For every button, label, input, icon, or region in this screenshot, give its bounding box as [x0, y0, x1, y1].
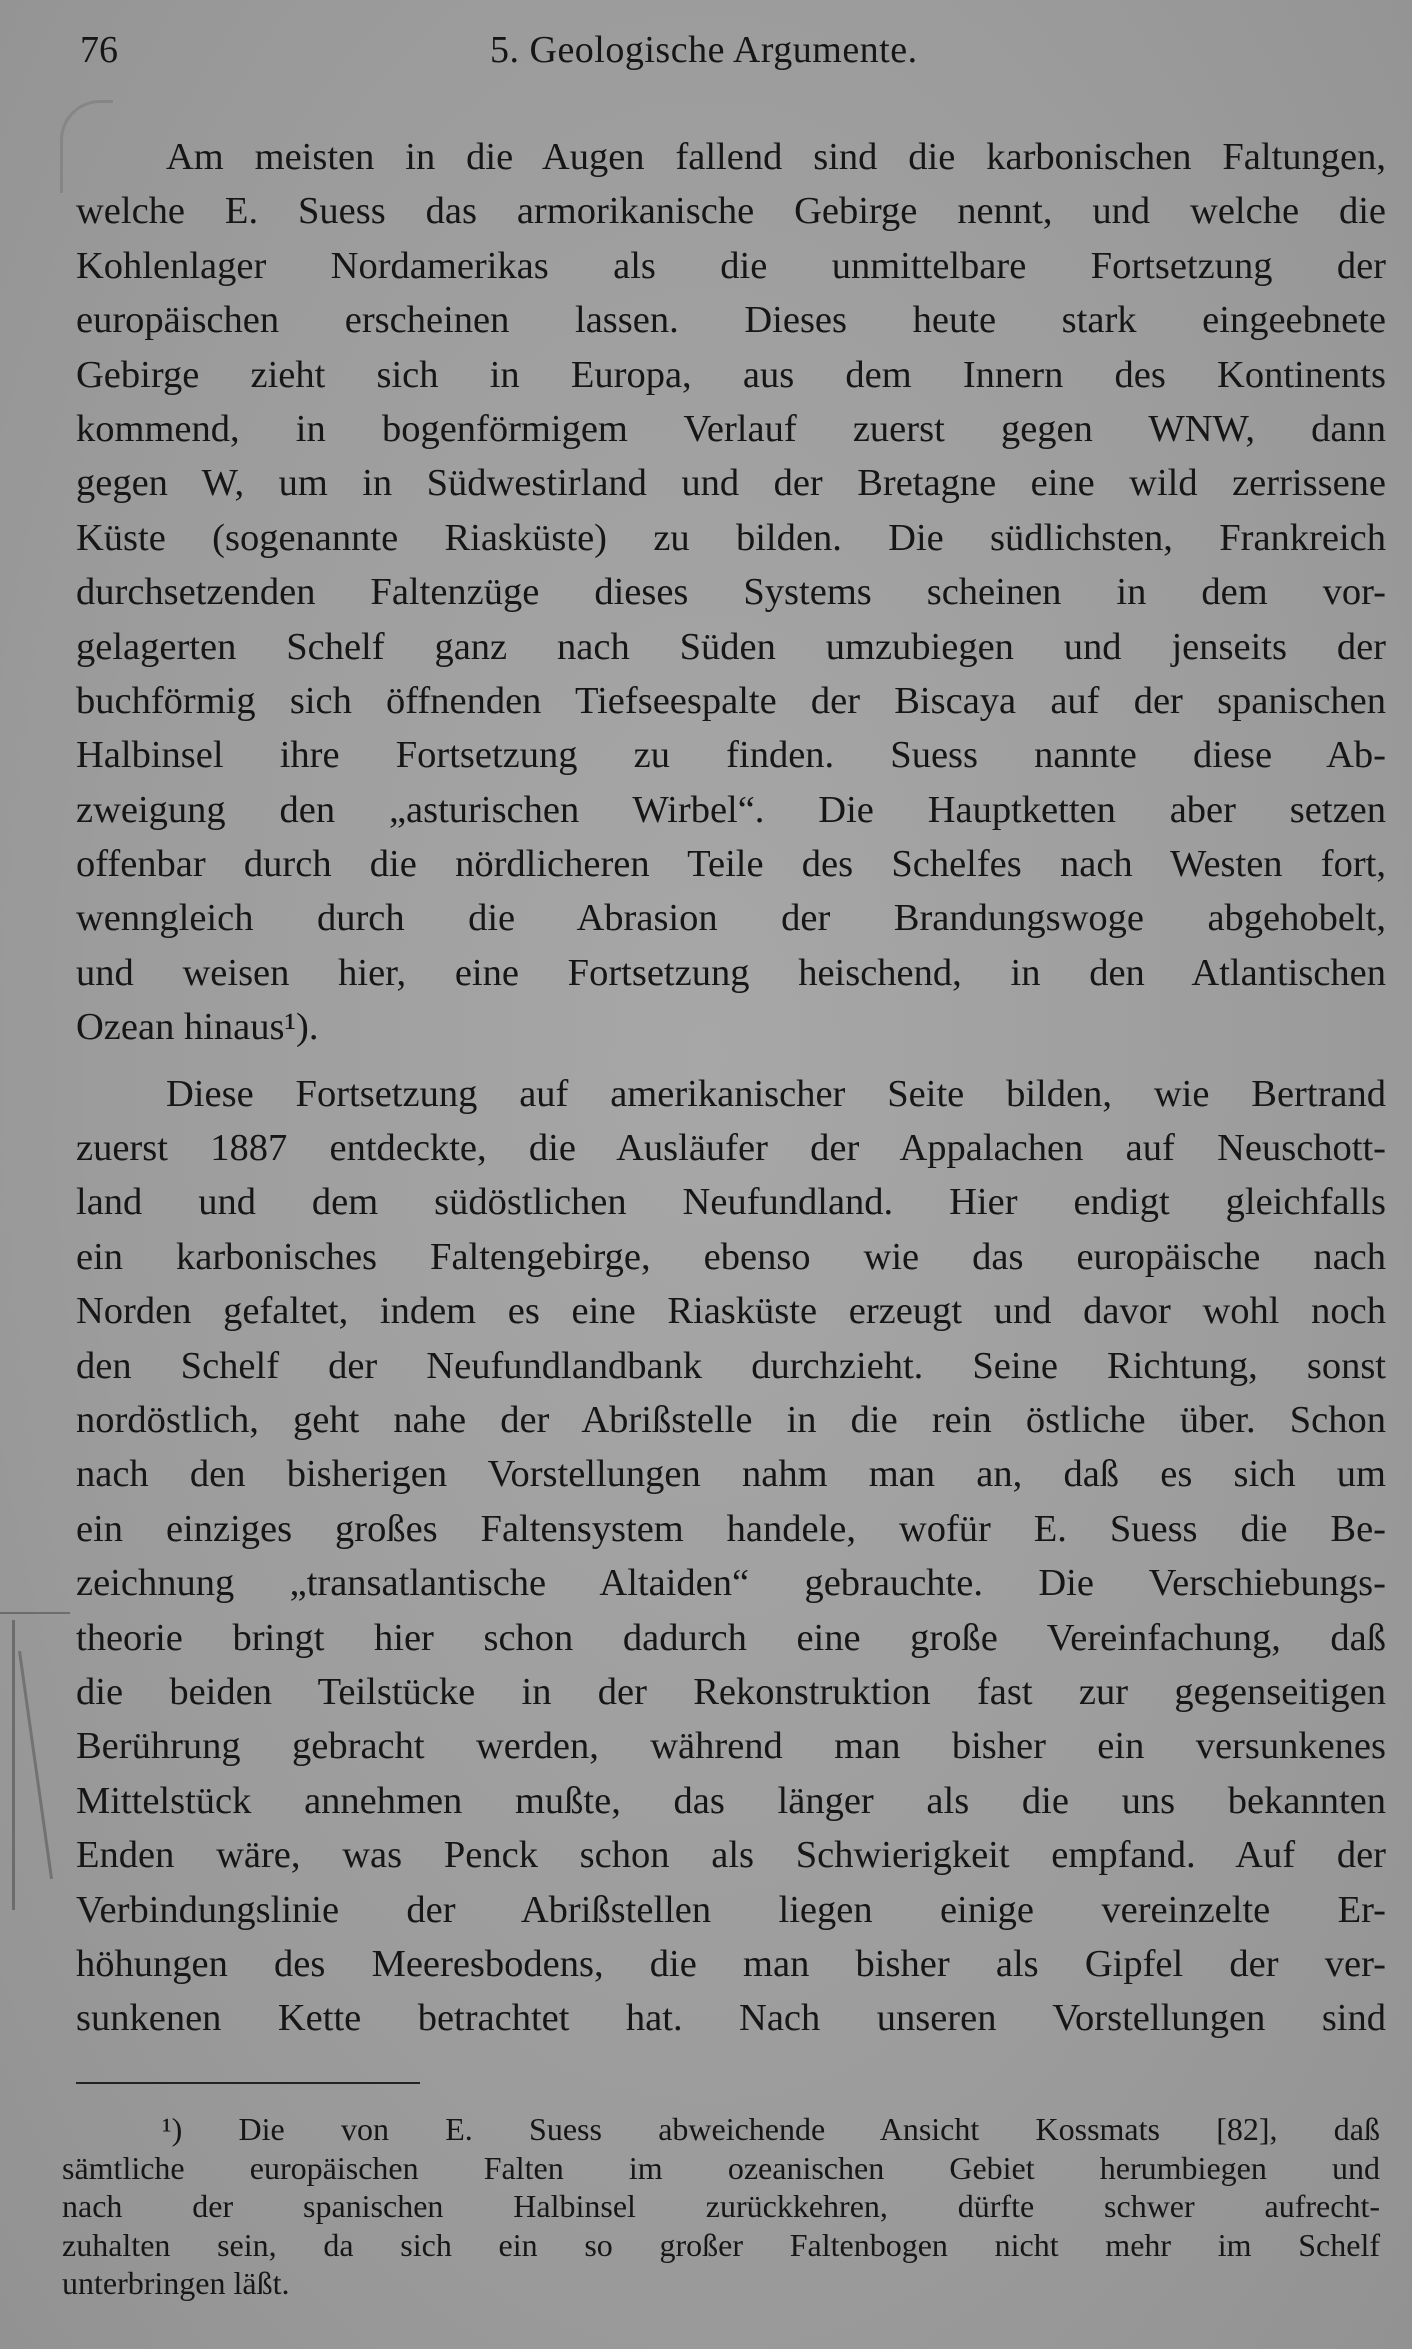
footnote-line: ¹) Die von E. Suess abweichende Ansicht Kossmats [82], daß — [162, 2111, 1380, 2147]
running-head: 5. Geologische Argumente. — [490, 29, 918, 71]
text-line: europäischen erscheinen lassen. Dieses heute stark eingeebnete — [76, 299, 1386, 342]
text-line: Ozean hinaus¹). — [76, 1006, 319, 1049]
text-line: gelagerten Schelf ganz nach Süden umzubiegen und jenseits der — [76, 625, 1386, 668]
footnote-line: unterbringen läßt. — [62, 2265, 290, 2301]
text-line: land und dem südöstlichen Neufundland. Hier endigt gleichfalls — [76, 1181, 1386, 1224]
text-line: welche E. Suess das armorikanische Gebirge nennt, und welche die — [76, 190, 1386, 233]
footnote-line: sämtliche europäischen Falten im ozeanischen Gebiet herumbiegen und — [62, 2149, 1380, 2186]
text-line: Diese Fortsetzung auf amerikanischer Seite bilden, wie Bertrand — [166, 1072, 1386, 1115]
text-line: zweigung den „asturischen Wirbel“. Die Hauptketten aber setzen — [76, 788, 1386, 831]
text-line: buchförmig sich öffnenden Tiefseespalte der Biscaya auf der spanischen — [76, 679, 1386, 722]
footnote-divider — [76, 2082, 420, 2084]
text-line: durchsetzenden Faltenzüge dieses Systems scheinen in dem vor- — [76, 571, 1386, 614]
text-line: nordöstlich, geht nahe der Abrißstelle in die rein östliche über. Schon — [76, 1398, 1386, 1441]
text-line: Kohlenlager Nordamerikas als die unmittelbare Fortsetzung der — [76, 244, 1386, 287]
body-text — [76, 130, 1386, 2046]
page-number: 76 — [80, 29, 118, 71]
text-line: Berührung gebracht werden, während man bisher ein versunkenes — [76, 1725, 1386, 1768]
pencil-mark-line — [0, 1612, 70, 1614]
footnote — [62, 2110, 1380, 2303]
text-line: Mittelstück annehmen mußte, das länger als die uns bekannten — [76, 1779, 1386, 1822]
text-line: ein karbonisches Faltengebirge, ebenso wie das europäische nach — [76, 1235, 1386, 1278]
pencil-mark-margin-line — [18, 1651, 53, 1879]
text-line: und weisen hier, eine Fortsetzung heischend, in den Atlantischen — [76, 951, 1386, 994]
text-line: Verbindungslinie der Abrißstellen liegen einige vereinzelte Er- — [76, 1888, 1386, 1931]
text-line: kommend, in bogenförmigem Verlauf zuerst gegen WNW, dann — [76, 407, 1386, 450]
text-line: theorie bringt hier schon dadurch eine große Vereinfachung, daß — [76, 1616, 1386, 1659]
paragraph — [76, 1067, 1386, 2046]
text-line: Am meisten in die Augen fallend sind die karbonischen Faltungen, — [166, 136, 1386, 178]
text-line: Enden wäre, was Penck schon als Schwierigkeit empfand. Auf der — [76, 1834, 1386, 1877]
footnote-line: nach der spanischen Halbinsel zurückkehren, dürfte schwer aufrecht- — [62, 2188, 1380, 2224]
text-line: sunkenen Kette betrachtet hat. Nach unseren Vorstellungen sind — [76, 1997, 1386, 2040]
paragraph — [76, 130, 1386, 1055]
text-line: Halbinsel ihre Fortsetzung zu finden. Suess nannte diese Ab- — [76, 734, 1386, 777]
text-line: zeichnung „transatlantische Altaiden“ gebrauchte. Die Verschiebungs- — [76, 1562, 1386, 1605]
text-line: die beiden Teilstücke in der Rekonstruktion fast zur gegenseitigen — [76, 1670, 1386, 1713]
text-line: Gebirge zieht sich in Europa, aus dem Innern des Kontinents — [76, 353, 1386, 396]
pencil-mark-margin-line — [12, 1620, 15, 1910]
text-line: Küste (sogenannte Riasküste) zu bilden. Die südlichsten, Frankreich — [76, 516, 1386, 559]
text-line: gegen W, um in Südwestirland und der Bretagne eine wild zerrissene — [76, 462, 1386, 505]
text-line: höhungen des Meeresbodens, die man bisher als Gipfel der ver- — [76, 1942, 1386, 1985]
text-line: nach den bisherigen Vorstellungen nahm man an, daß es sich um — [76, 1453, 1386, 1496]
footnote-line: zuhalten sein, da sich ein so großer Faltenbogen nicht mehr im Schelf — [62, 2226, 1380, 2263]
text-line: offenbar durch die nördlicheren Teile des Schelfes nach Westen fort, — [76, 843, 1386, 886]
page-header — [80, 28, 1352, 88]
text-line: wenngleich durch die Abrasion der Brandungswoge abgehobelt, — [76, 897, 1386, 940]
text-line: Norden gefaltet, indem es eine Riasküste erzeugt und davor wohl noch — [76, 1290, 1386, 1333]
text-line: ein einziges großes Faltensystem handele, wofür E. Suess die Be- — [76, 1507, 1386, 1550]
text-line: zuerst 1887 entdeckte, die Ausläufer der Appalachen auf Neuschott- — [76, 1127, 1386, 1170]
text-line: den Schelf der Neufundlandbank durchzieht. Seine Richtung, sonst — [76, 1344, 1386, 1387]
